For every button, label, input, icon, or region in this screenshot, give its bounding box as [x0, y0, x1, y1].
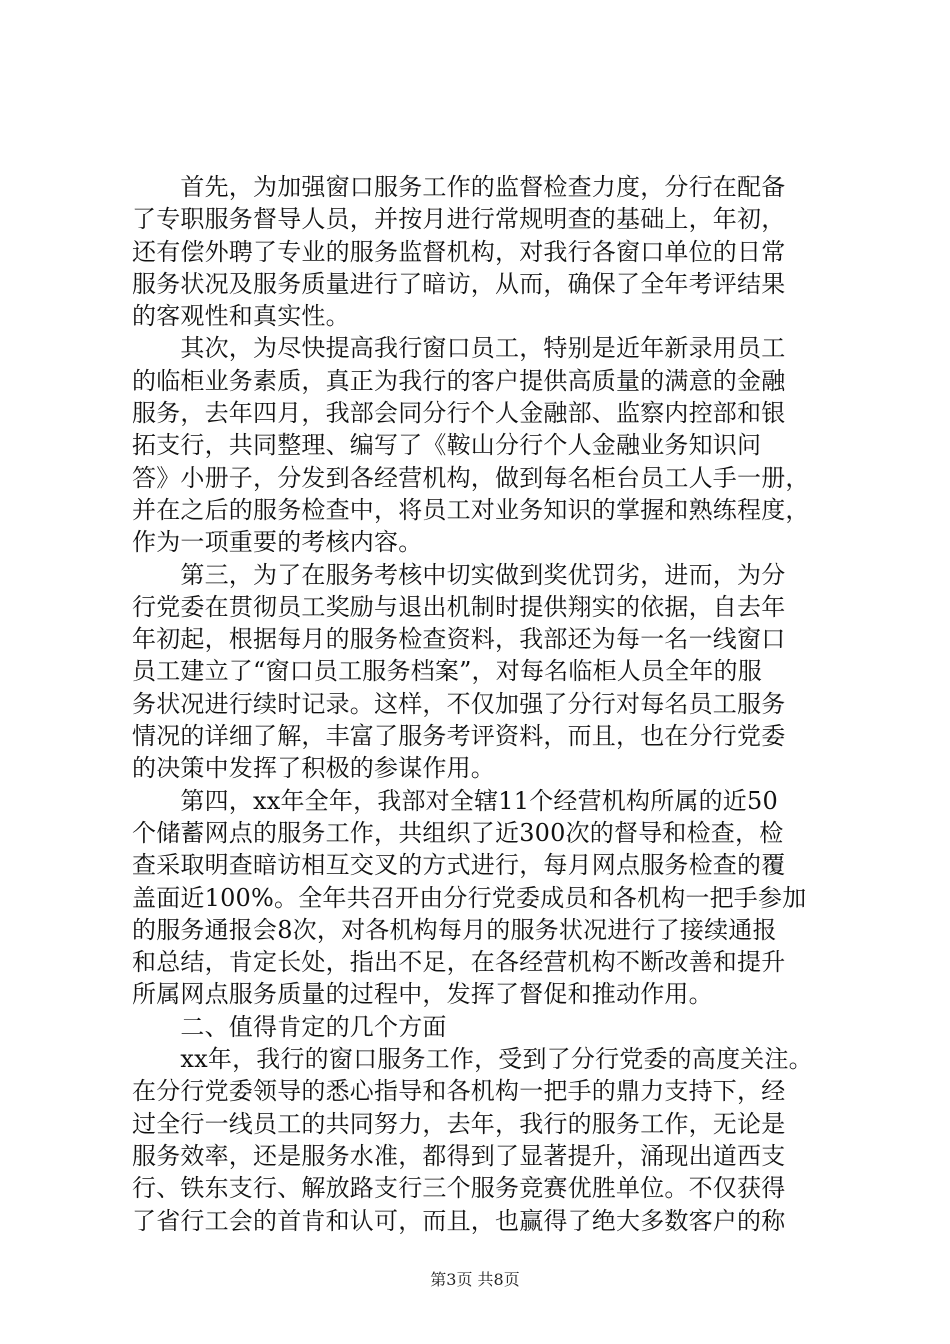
text-line: 在分行党委领导的悉心指导和各机构一把手的鼎力支持下，经 [132, 1077, 786, 1106]
text-line: 第三，为了在服务考核中切实做到奖优罚劣，进而，为分 [132, 560, 786, 589]
text-line: 所属网点服务质量的过程中，发挥了督促和推动作用。 [132, 980, 713, 1009]
text-line: 情况的详细了解，丰富了服务考评资料，而且，也在分行党委 [132, 722, 786, 751]
text-line: 个储蓄网点的服务工作，共组织了近300次的督导和检查，检 [132, 818, 784, 847]
text-line: 服务，去年四月，我部会同分行个人金融部、监察内控部和银 [132, 399, 786, 428]
text-line: 服务状况及服务质量进行了暗访，从而，确保了全年考评结果 [132, 269, 786, 298]
text-line: 的客观性和真实性。 [132, 302, 350, 331]
page-footer: 第3页 共8页 [430, 1270, 520, 1289]
text-line: 盖面近100%。全年共召开由分行党委成员和各机构一把手参加 [132, 883, 807, 912]
text-line: 查采取明查暗访相互交叉的方式进行，每月网点服务检查的覆 [132, 851, 786, 880]
text-line: 的服务通报会8次，对各机构每月的服务状况进行了接续通报 [132, 915, 777, 944]
text-line: 第四，xx年全年，我部对全辖11个经营机构所属的近50 [132, 786, 778, 815]
text-line: 并在之后的服务检查中，将员工对业务知识的掌握和熟练程度， [132, 495, 810, 524]
text-line: 行党委在贯彻员工奖励与退出机制时提供翔实的依据，自去年 [132, 592, 786, 621]
text-line: 的临柜业务素质，真正为我行的客户提供高质量的满意的金融 [132, 366, 786, 395]
text-line: 还有偿外聘了专业的服务监督机构，对我行各窗口单位的日常 [132, 237, 786, 266]
text-line: 服务效率，还是服务水准，都得到了显著提升，涌现出道西支 [132, 1141, 786, 1170]
text-line: xx年，我行的窗口服务工作，受到了分行党委的高度关注。 [132, 1045, 813, 1074]
text-line: 员工建立了“窗口员工服务档案”，对每名临柜人员全年的服 [132, 657, 762, 686]
body-text [132, 171, 832, 1237]
text-line: 首先，为加强窗口服务工作的监督检查力度，分行在配备 [132, 173, 786, 201]
text-line: 答》小册子，分发到各经营机构，做到每名柜台员工人手一册， [132, 463, 810, 492]
text-line: 过全行一线员工的共同努力，去年，我行的服务工作，无论是 [132, 1109, 786, 1138]
text-line: 务状况进行续时记录。这样，不仅加强了分行对每名员工服务 [132, 689, 786, 718]
text-line: 拓支行，共同整理、编写了《鞍山分行个人金融业务知识问 [132, 431, 762, 460]
text-line: 其次，为尽快提高我行窗口员工，特别是近年新录用员工 [132, 334, 786, 363]
text-line: 了省行工会的首肯和认可，而且，也赢得了绝大多数客户的称 [132, 1206, 786, 1235]
text-line: 行、铁东支行、解放路支行三个服务竞赛优胜单位。不仅获得 [132, 1174, 786, 1203]
text-line: 的决策中发挥了积极的参谋作用。 [132, 754, 495, 783]
text-line: 和总结，肯定长处，指出不足，在各经营机构不断改善和提升 [132, 948, 786, 977]
text-line: 作为一项重要的考核内容。 [132, 528, 423, 557]
text-line: 了专职服务督导人员，并按月进行常规明查的基础上，年初， [132, 205, 786, 234]
text-line: 年初起，根据每月的服务检查资料，我部还为每一名一线窗口 [132, 625, 786, 654]
text-line: 二、值得肯定的几个方面 [132, 1012, 447, 1041]
